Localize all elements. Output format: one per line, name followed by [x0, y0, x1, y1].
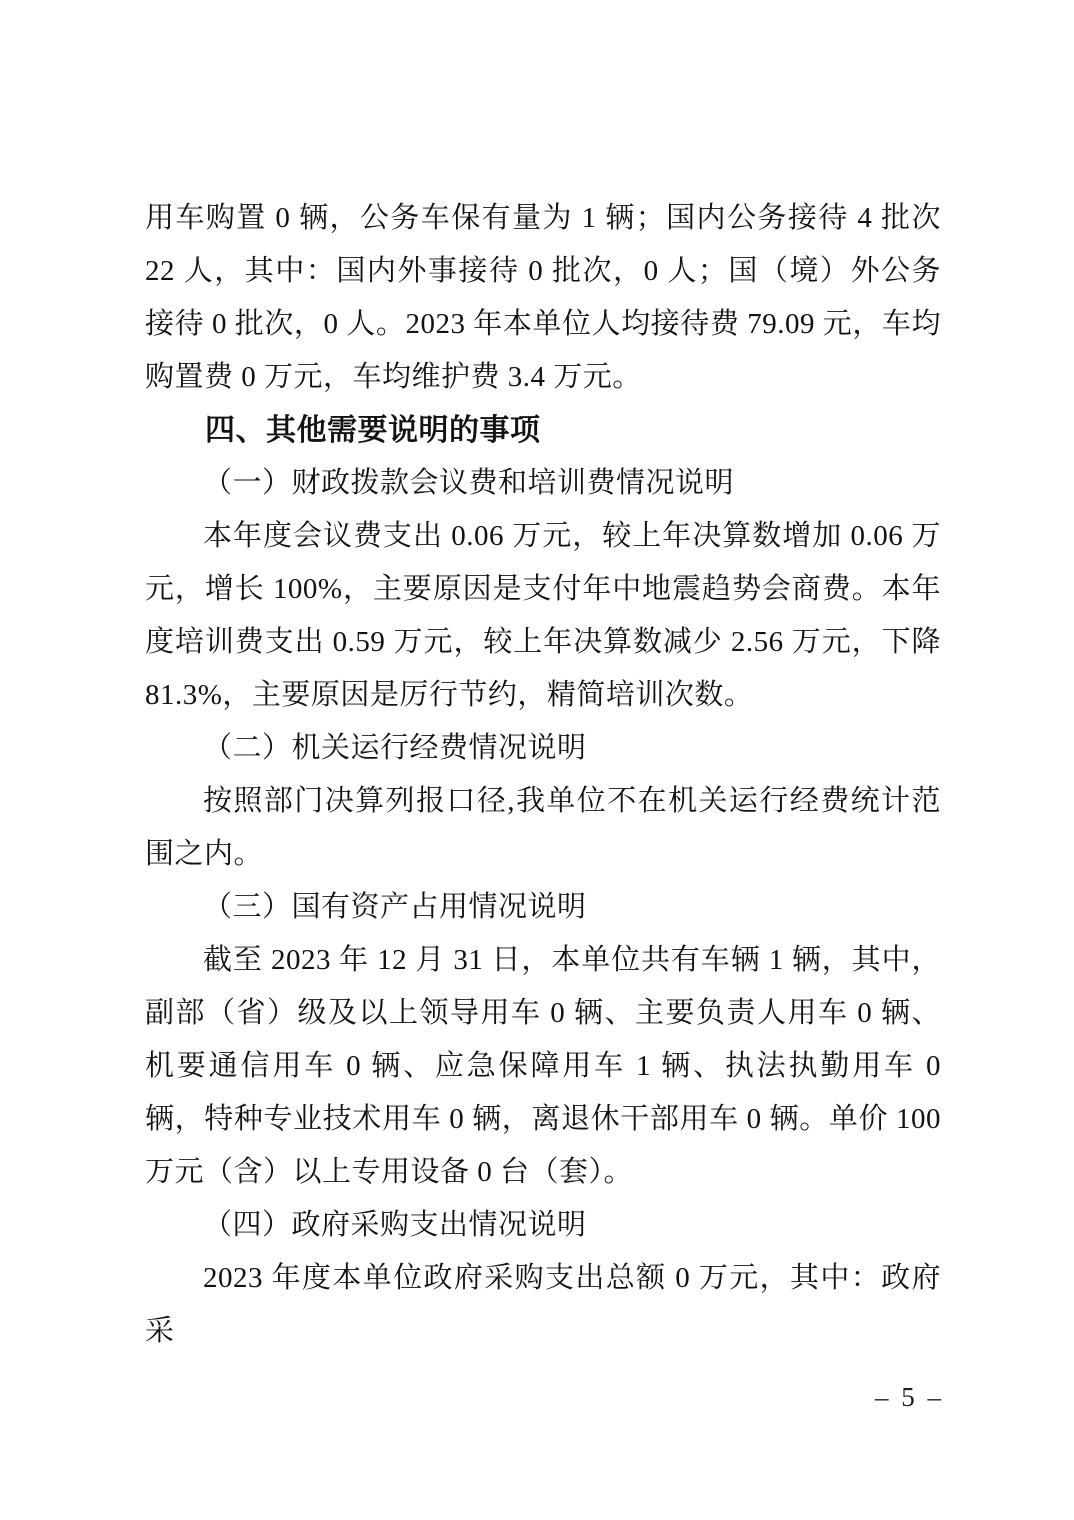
paragraph-official-vehicle-reception-continuation: 用车购置 0 辆，公务车保有量为 1 辆；国内公务接待 4 批次 22 人，其中：国内外事接待 0 批次，0 人；国（境）外公务接待 0 批次，0 人。2023 年本单位人均接待费 79.09 元，车均购置费 0 万元，车均维护费 3.4 万元。: [145, 202, 941, 393]
paragraph-state-assets: 截至 2023 年 12 月 31 日，本单位共有车辆 1 辆，其中，副部（省）级及以上领导用车 0 辆、主要负责人用车 0 辆、机要通信用车 0 辆、应急保障用车 1 辆、执法执勤用车 0 辆，特种专业技术用车 0 辆，离退休干部用车 0 辆。单价 100 万元（含）以上专用设备 0 台（套）。: [145, 944, 941, 1188]
section-heading-other-matters: 四、其他需要说明的事项: [205, 414, 541, 447]
paragraph-government-procurement: 2023 年度本单位政府采购支出总额 0 万元，其中：政府采: [145, 1262, 941, 1347]
subsection-heading-state-assets: （三）国有资产占用情况说明: [203, 891, 587, 923]
subsection-heading-government-procurement: （四）政府采购支出情况说明: [203, 1209, 587, 1241]
paragraph-meeting-training-fees: 本年度会议费支出 0.06 万元，较上年决算数增加 0.06 万元，增长 100%，主要原因是支付年中地震趋势会商费。本年度培训费支出 0.59 万元，较上年决算数减少 2.56 万元，下降 81.3%，主要原因是厉行节约，精简培训次数。: [145, 520, 941, 711]
subsection-heading-agency-operating-funds: （二）机关运行经费情况说明: [203, 732, 587, 764]
paragraph-agency-operating-funds: 按照部门决算列报口径,我单位不在机关运行经费统计范围之内。: [145, 785, 941, 870]
subsection-heading-meeting-training-fees: （一）财政拨款会议费和培训费情况说明: [203, 467, 735, 499]
page-number: – 5 –: [875, 1382, 944, 1412]
document-body: [145, 192, 941, 1358]
